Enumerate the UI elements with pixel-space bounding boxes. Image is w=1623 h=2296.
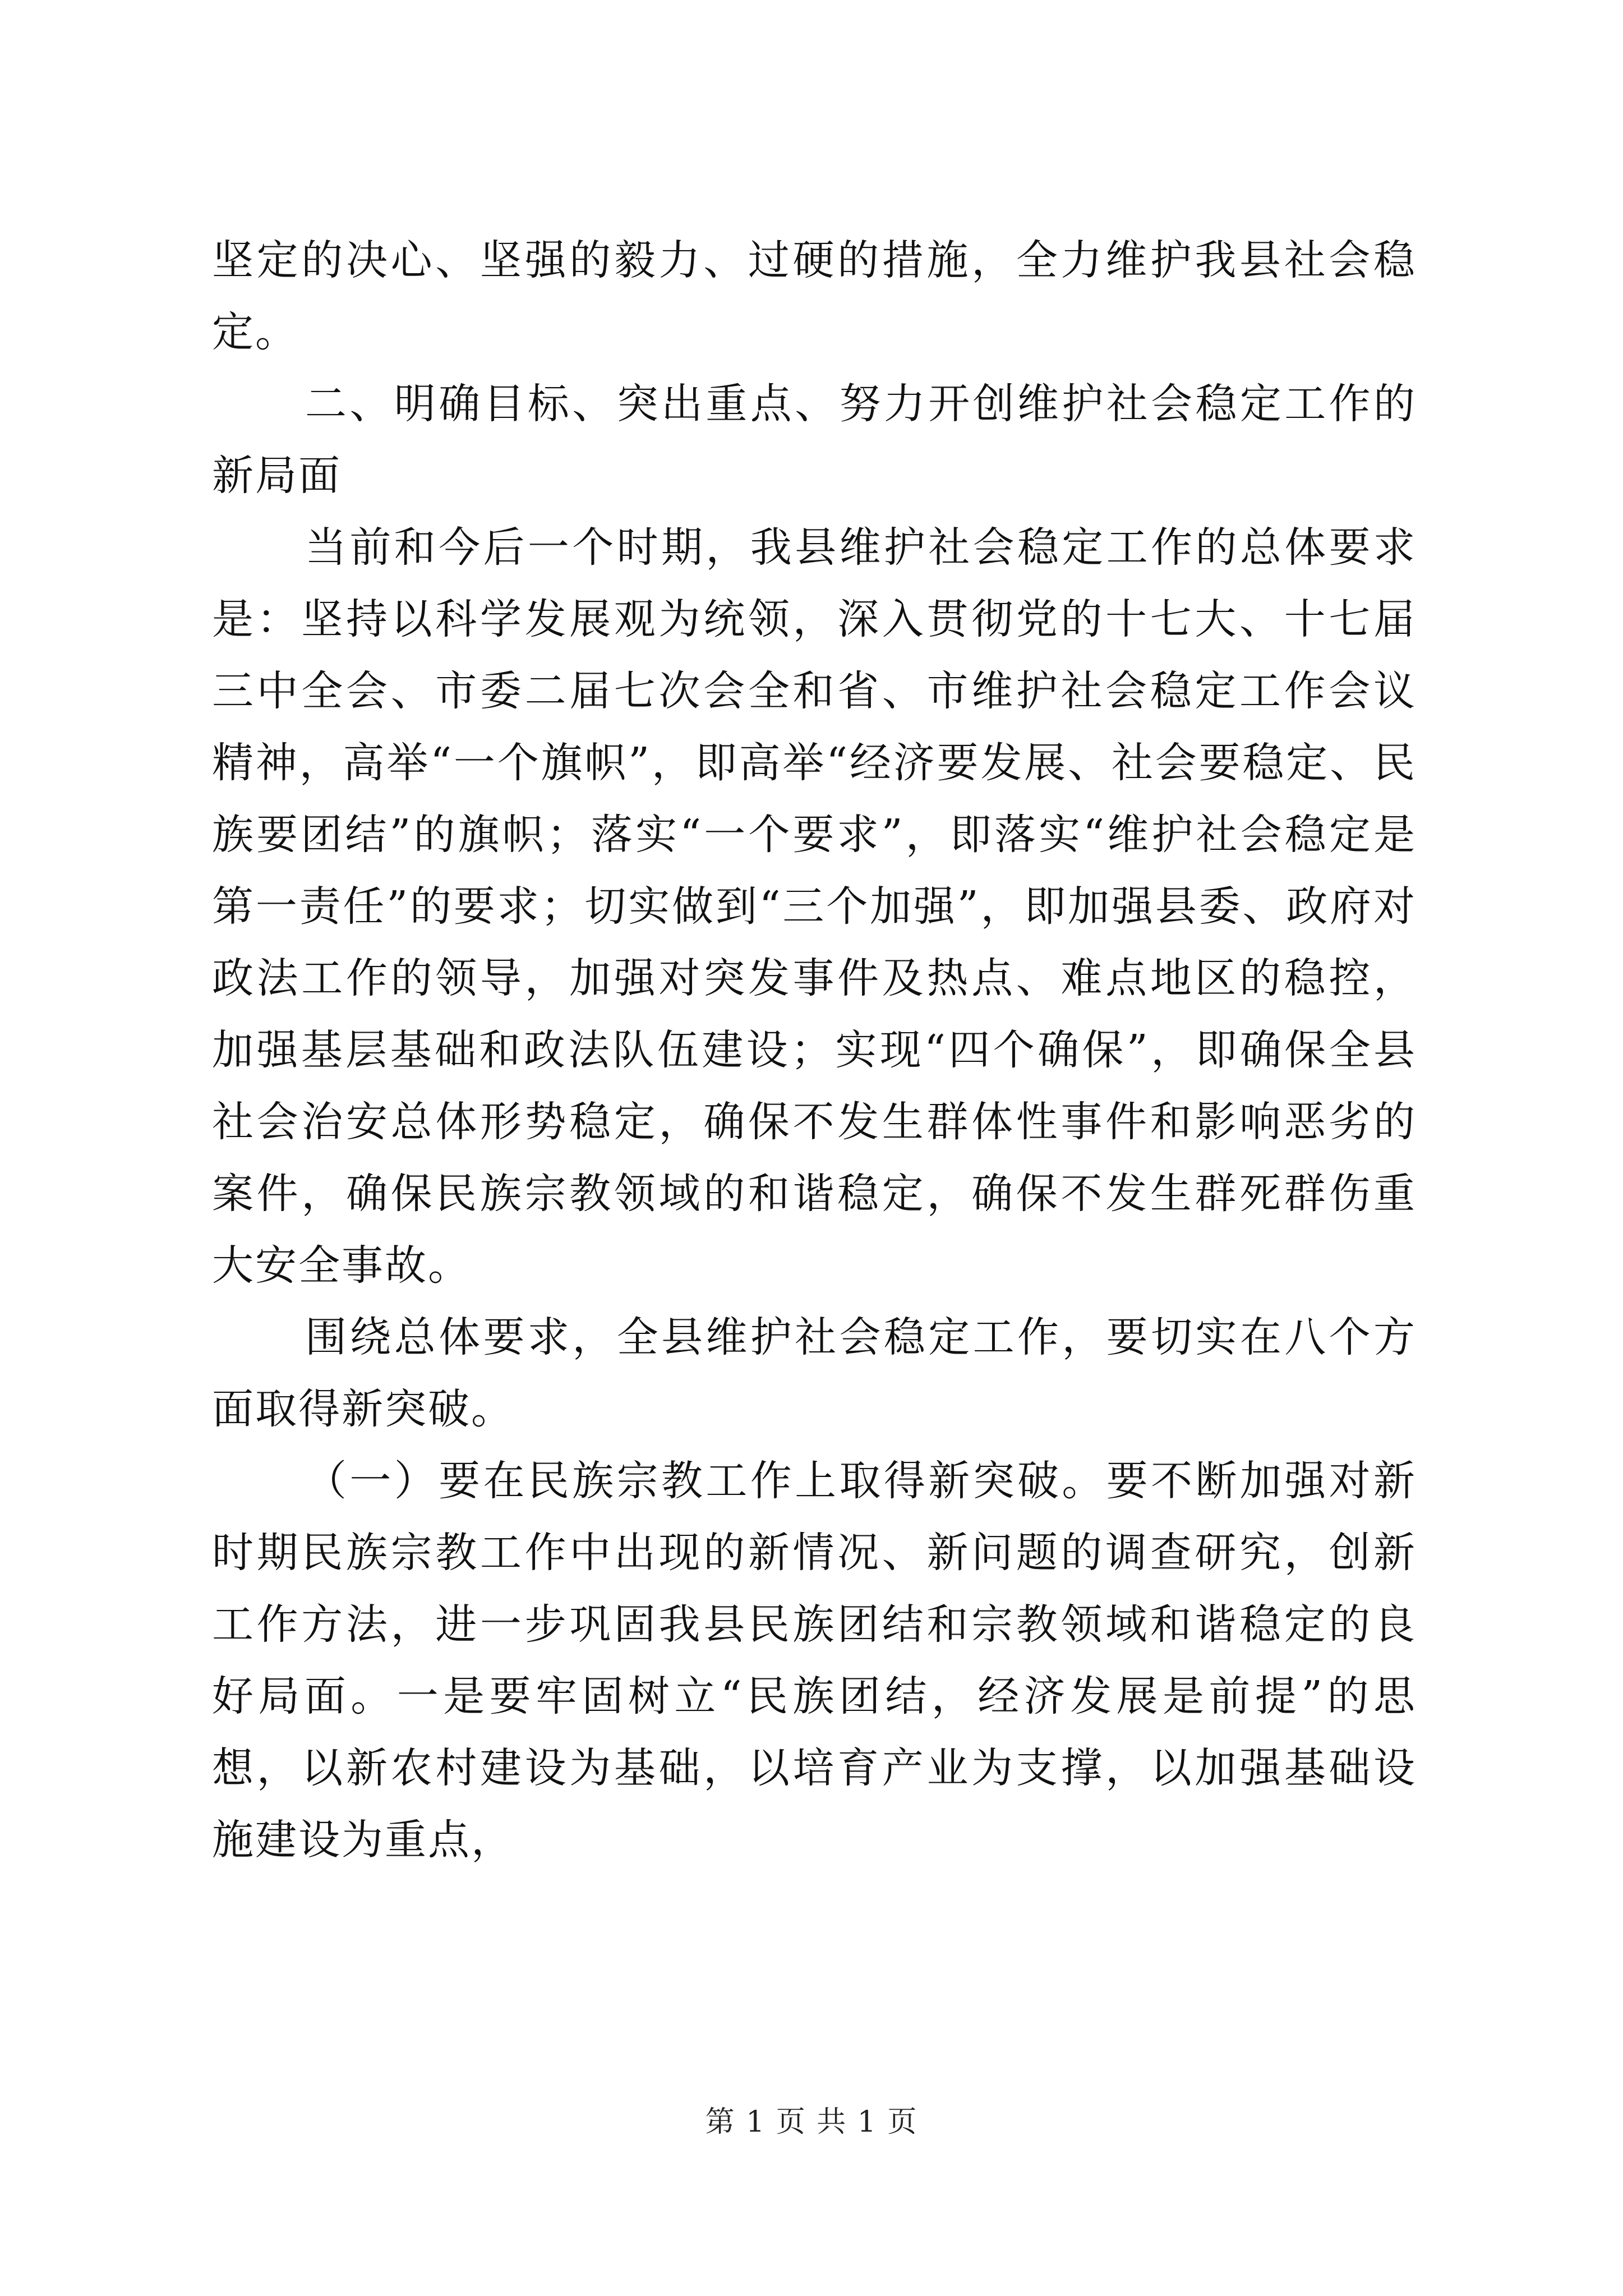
paragraph-overall-requirements: 当前和今后一个时期，我县维护社会稳定工作的总体要求是：坚持以科学发展观为统领，深入贯彻党的十七大、十七届三中全会、市委二届七次会全和省、市维护社会稳定工作会议精神，高举“一个旗帜”，即高举“经济要发展、社会要稳定、民族要团结”的旗帜；落实“一个要求”，即落实“维护社会稳定是第一责任”的要求；切实做到“三个加强”，即加强县委、政府对政法工作的领导，加强对突发事件及热点、难点地区的稳控，加强基层基础和政法队伍建设；实现“四个确保”，即确保全县社会治安总体形势稳定，确保不发生群体性事件和影响恶劣的案件，确保民族宗教领域的和谐稳定，确保不发生群死群伤重大安全事故。	[212, 523, 1417, 1290]
page-footer: 第 1 页 共 1 页	[705, 2105, 918, 2139]
document-body	[212, 224, 1417, 1876]
paragraph-continuation: 坚定的决心、坚强的毅力、过硬的措施，全力维护我县社会稳定。	[212, 236, 1417, 356]
section-heading: 二、明确目标、突出重点、努力开创维护社会稳定工作的新局面	[212, 380, 1417, 500]
paragraph-ethnic-religious-work: （一）要在民族宗教工作上取得新突破。要不断加强对新时期民族宗教工作中出现的新情况、新问题的调查研究，创新工作方法，进一步巩固我县民族团结和宗教领域和谐稳定的良好局面。一是要牢固树立“民族团结，经济发展是前提”的思想，以新农村建设为基础，以培育产业为支撑，以加强基础设施建设为重点，	[212, 1457, 1417, 1864]
paragraph-eight-breakthroughs: 围绕总体要求，全县维护社会稳定工作，要切实在八个方面取得新突破。	[212, 1313, 1417, 1433]
